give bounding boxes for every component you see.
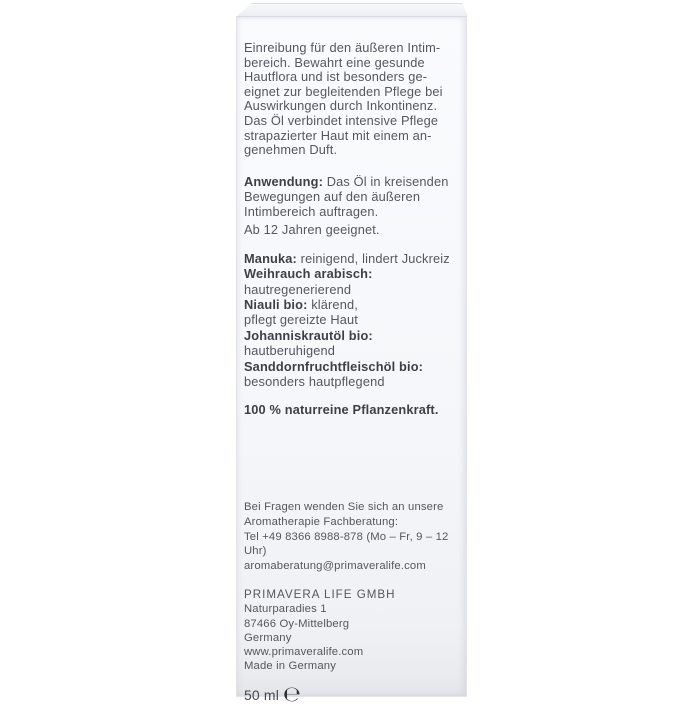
manufacturer-info	[244, 587, 462, 673]
ingredient-line	[244, 343, 462, 358]
description-line: Hautflora und ist besonders ge-	[244, 69, 428, 85]
ingredient-line	[244, 312, 462, 327]
description-line: genehmen Duft.	[244, 142, 338, 158]
ingredient-line	[244, 328, 462, 343]
ingredient-effect: hautregenerierend	[244, 281, 352, 297]
ingredient-name: Niauli bio:	[244, 296, 308, 312]
ingredient-effect: hautberuhigend	[244, 343, 336, 359]
box-lid	[237, 3, 468, 16]
ingredient-effect: klärend,	[307, 296, 358, 312]
label-text-panel	[244, 41, 462, 705]
ingredient-line	[244, 251, 462, 266]
contact-line: Aromatherapie Fachberatung:	[244, 516, 399, 528]
address-line: Naturparadies 1	[244, 603, 327, 616]
estimated-sign-icon: ℮	[282, 682, 302, 706]
description-line: Auswirkungen durch Inkontinenz.	[244, 98, 438, 114]
ingredient-effect: besonders hautpflegend	[244, 374, 385, 389]
usage-line	[244, 174, 462, 189]
address-line: 87466 Oy-Mittelberg	[244, 617, 350, 630]
description-line: Das Öl verbindet intensive Pflege	[244, 112, 439, 128]
ingredient-effect: reinigend, lindert Juckreiz	[296, 250, 450, 266]
ingredient-line	[244, 374, 462, 389]
usage-line: Bewegungen auf den äußeren	[244, 188, 421, 204]
ingredient-line	[244, 297, 462, 312]
description-line: bereich. Bewahrt eine gesunde	[244, 54, 425, 70]
contact-line: Bei Fragen wenden Sie sich an unsere	[244, 501, 444, 514]
ingredient-name: Sanddornfruchtfleischöl bio:	[244, 358, 424, 374]
contact-info	[244, 500, 462, 573]
ingredient-name: Manuka:	[244, 250, 297, 266]
contact-phone: Tel +49 8366 8988-878 (Mo – Fr, 9 – 12 Uhr)	[244, 530, 449, 558]
usage-line: Intimbereich auftragen.	[244, 203, 379, 219]
company-website: www.primaveralife.com	[244, 645, 364, 658]
address-line: Germany	[244, 631, 292, 644]
ingredient-name: Johanniskrautöl bio:	[244, 327, 373, 343]
usage-text: Das Öl in kreisenden	[322, 173, 449, 189]
ingredient-line	[244, 282, 462, 297]
ingredient-line	[244, 266, 462, 281]
ingredient-line	[244, 359, 462, 374]
ingredient-name: Weihrauch arabisch:	[244, 266, 373, 282]
usage-instructions	[244, 174, 462, 219]
description-line: Einreibung für den äußeren Intim-	[244, 40, 441, 55]
product-box-back-panel	[236, 16, 467, 706]
contact-email: aromaberatung@primaveralife.com	[244, 559, 426, 572]
usage-label: Anwendung:	[244, 173, 323, 189]
natural-claim: 100 % naturreine Pflanzenkraft.	[244, 402, 439, 418]
product-description	[244, 41, 462, 158]
made-in-line: Made in Germany	[244, 660, 337, 673]
volume-value: 50 ml	[244, 686, 279, 703]
description-line: strapazierter Haut mit einem an-	[244, 127, 432, 143]
ingredient-effect: pflegt gereizte Haut	[244, 312, 358, 328]
ingredients-list	[244, 251, 462, 390]
volume-row	[244, 684, 462, 705]
company-name: PRIMAVERA LIFE GMBH	[244, 588, 396, 602]
age-note: Ab 12 Jahren geeignet.	[244, 221, 380, 237]
description-line: eignet zur begleitenden Pflege bei	[244, 83, 443, 99]
